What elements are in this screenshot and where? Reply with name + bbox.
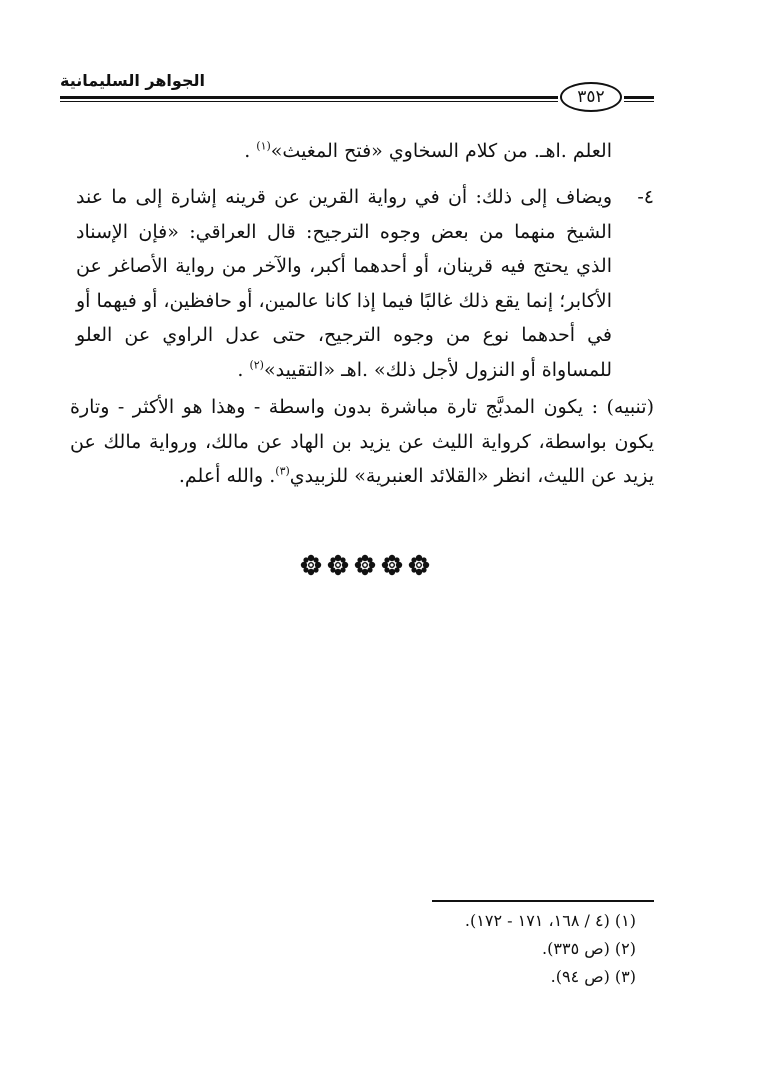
header-rule-right-thin [624, 101, 654, 102]
footnote-2: (٢) (ص ٣٣٥). [542, 939, 636, 958]
book-title: الجواهر السليمانية [60, 71, 205, 90]
paragraph-1 [76, 134, 612, 169]
footnotes [300, 907, 636, 991]
flower-ornament-icon [408, 554, 430, 576]
footnote-separator [432, 900, 654, 902]
section-ornament [300, 550, 430, 580]
footnote-3: (٣) (ص ٩٤). [550, 967, 636, 986]
header-rule-thin [60, 101, 558, 102]
footnote-ref-3: (٣) [275, 464, 290, 478]
paragraph-item-4 [76, 180, 612, 387]
flower-ornament-icon [354, 554, 376, 576]
page-number: ٣٥٢ [560, 82, 622, 112]
header-rule-right [624, 96, 654, 99]
footnote-1: (١) (٤ / ١٦٨، ١٧١ - ١٧٢). [464, 911, 636, 930]
footnote-ref-2: (٢) [249, 358, 264, 372]
note-end: . والله أعلم. [178, 465, 276, 487]
flower-ornament-icon [300, 554, 322, 576]
item-4-text: ويضاف إلى ذلك: أن في رواية القرين عن قرينه إشارة إلى ما عند الشيخ منهما من بعض وجوه الترجيح: قال العراقي: «فإن الإسناد الذي يحتج فيه قرينان، أو أحدهما أكبر، والآخر من رواية الأصاغر عن الأكابر؛ إنما يقع ذلك غالبًا فيما إذا كانا عالمين، أو حافظين، أو فيهما أو في أحدهما نوع من وجوه الترجيح، حتى عدل الراوي عن العلو للمساواة أو النزول لأجل ذلك» .اهـ «التقييد» [76, 186, 612, 381]
paragraph-note [70, 390, 654, 494]
flower-ornament-icon [327, 554, 349, 576]
item-number: ٤- [637, 186, 654, 208]
note-text: (تنبيه) : يكون المدبَّج تارة مباشرة بدون واسطة - وهذا هو الأكثر - وتارة يكون بواسطة، كرواية الليث عن يزيد بن الهاد عن مالك، ورواية مالك عن يزيد عن الليث، انظر «القلائد العنبرية» للزبيدي [70, 396, 654, 487]
header-rule [60, 96, 558, 99]
paragraph-1-text: العلم .اهـ. من كلام السخاوي «فتح المغيث» [270, 140, 612, 162]
item-4-end: . [237, 358, 250, 381]
flower-ornament-icon [381, 554, 403, 576]
paragraph-1-end: . [244, 140, 257, 162]
footnote-ref-1: (١) [256, 139, 271, 153]
